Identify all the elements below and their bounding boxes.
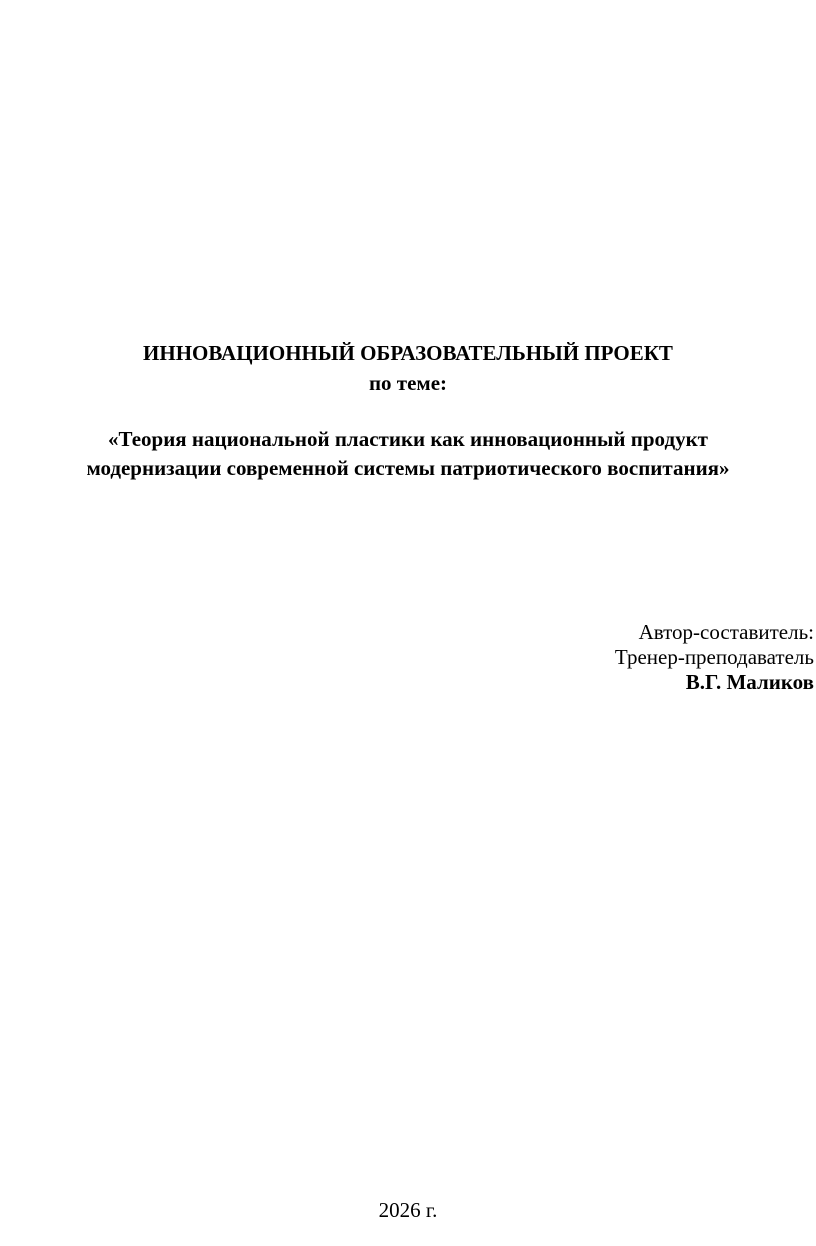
document-year: 2026 г. xyxy=(378,1198,438,1222)
author-position: Тренер-преподаватель xyxy=(614,645,814,669)
author-name: В.Г. Маликов xyxy=(685,670,814,694)
project-topic-line-2: модернизации современной системы патриотического воспитания» xyxy=(86,456,730,480)
project-subheading: по теме: xyxy=(368,371,448,395)
project-heading: ИННОВАЦИОННЫЙ ОБРАЗОВАТЕЛЬНЫЙ ПРОЕКТ xyxy=(143,341,673,365)
project-topic-line-1: «Теория национальной пластики как инновационный продукт xyxy=(107,427,708,451)
author-label: Автор-составитель: xyxy=(638,620,814,644)
